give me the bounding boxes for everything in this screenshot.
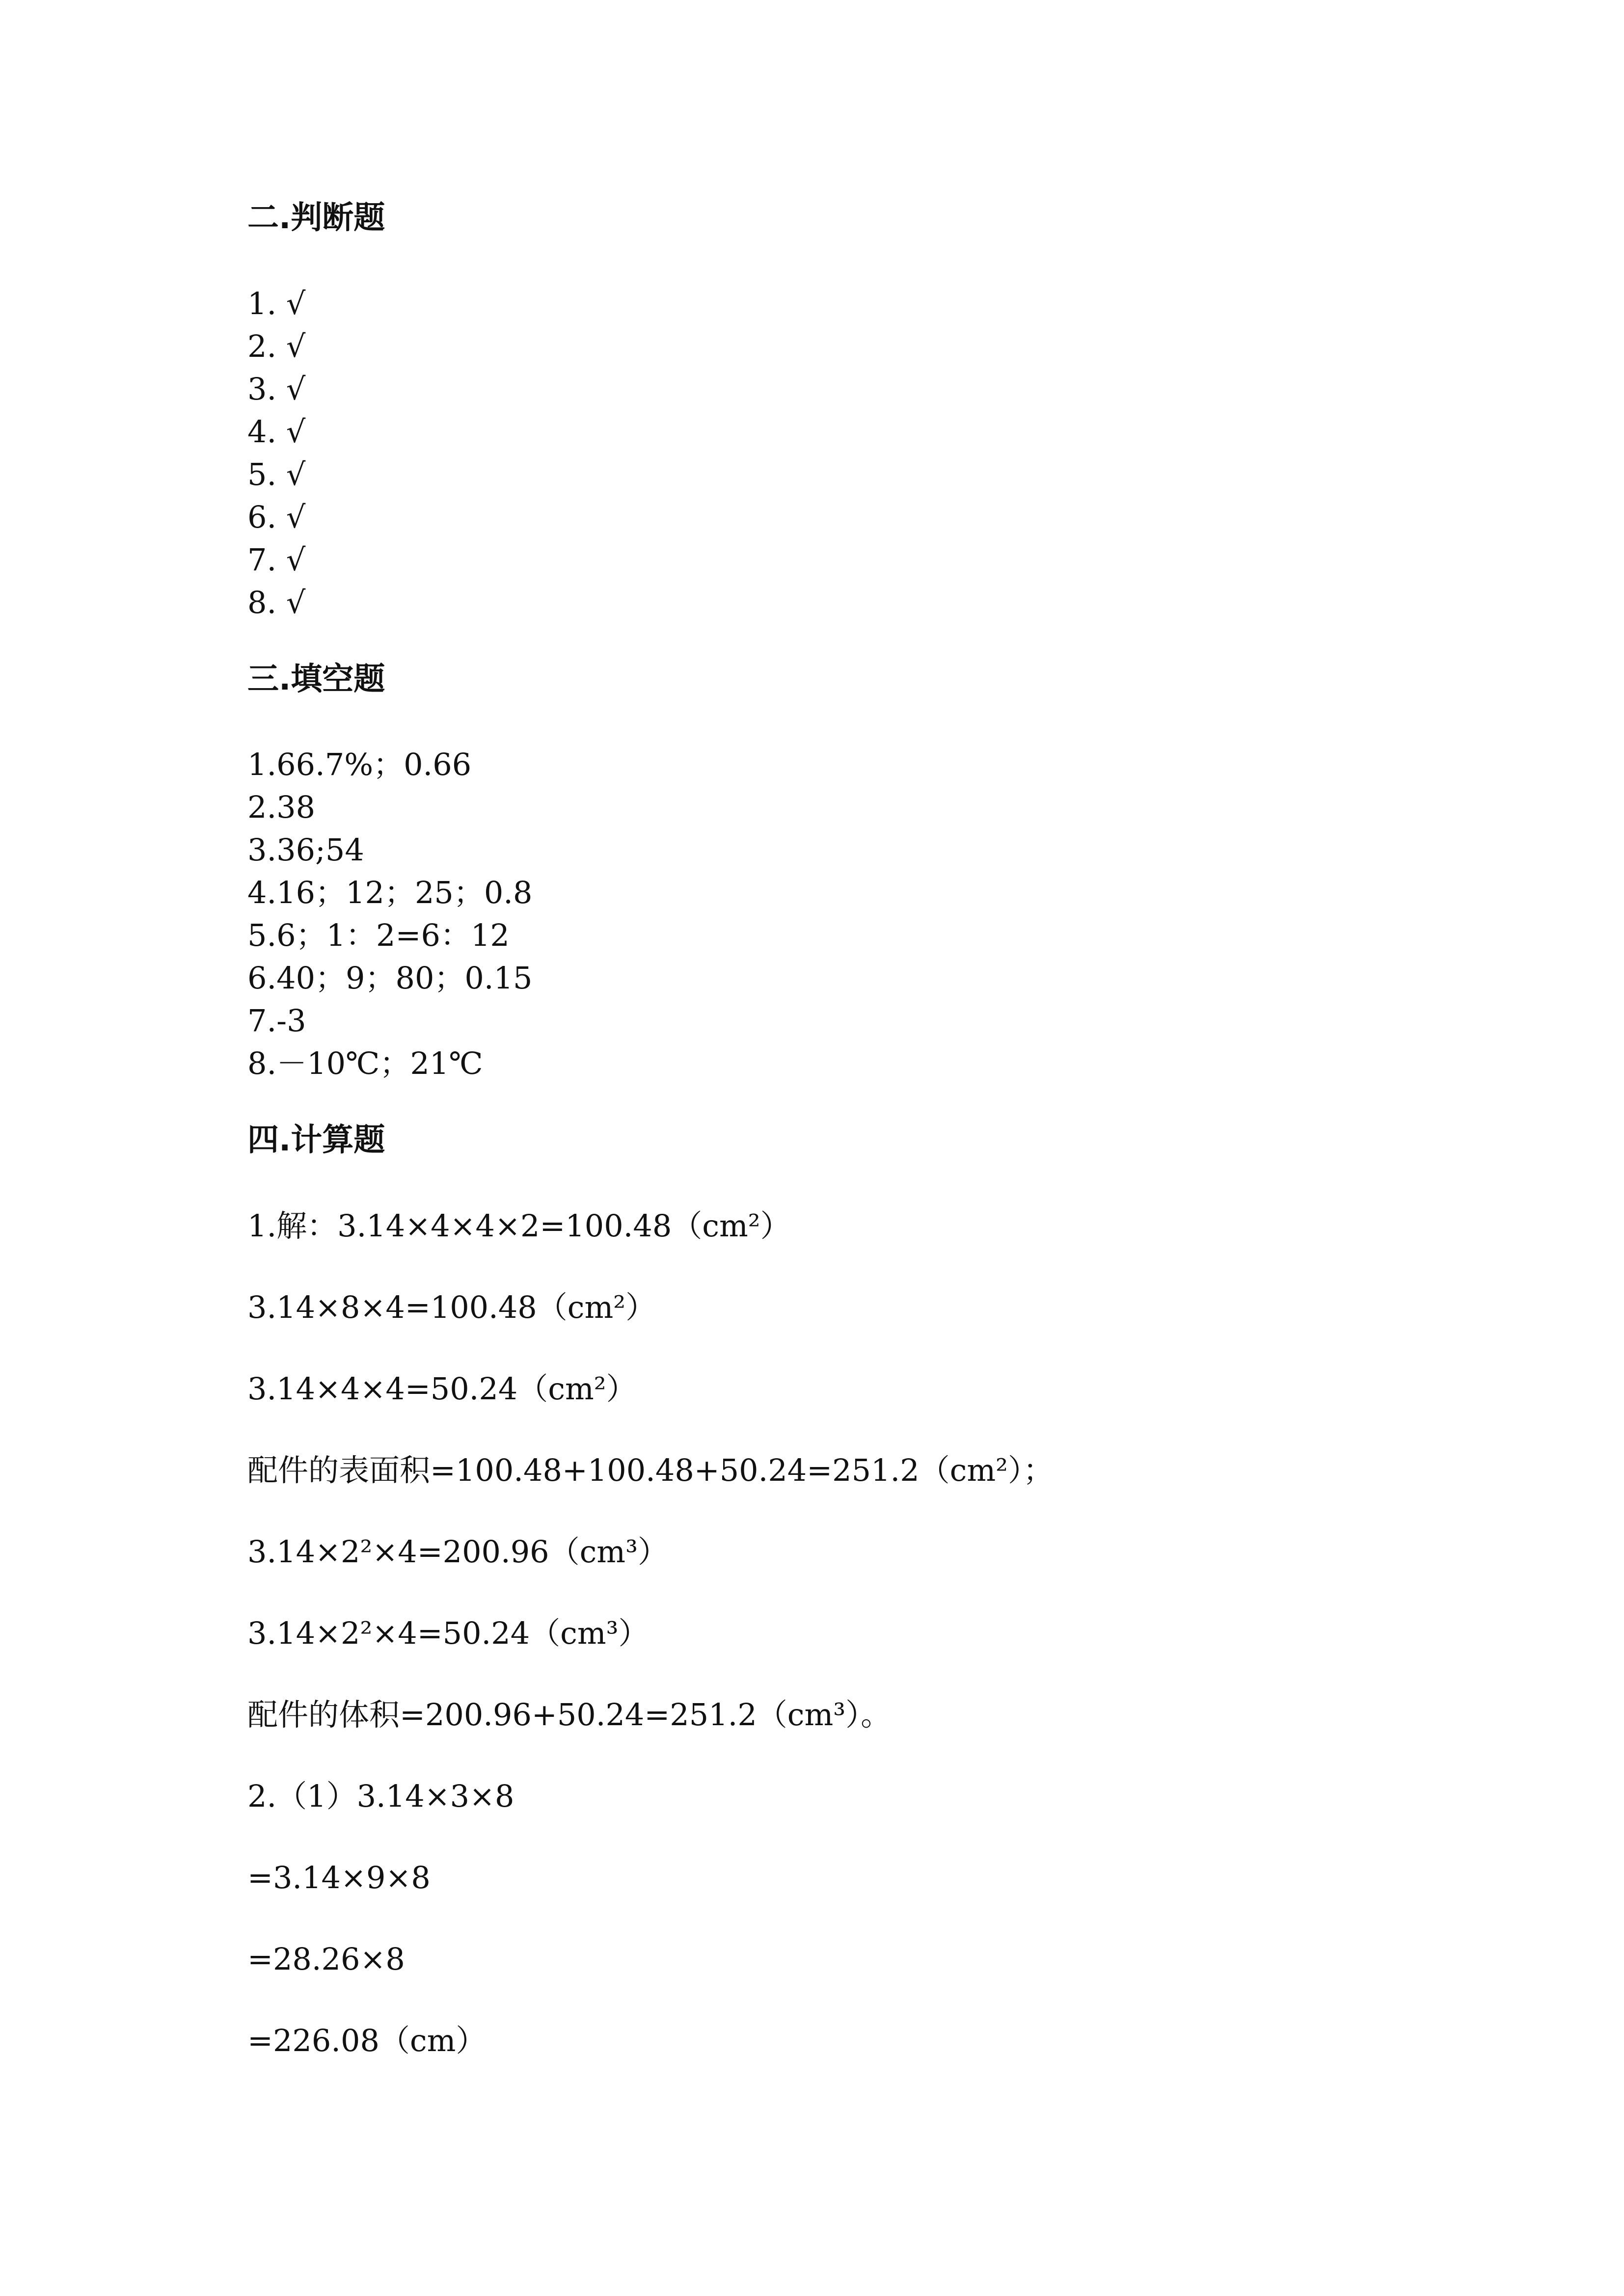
answer-line: 7.-3 <box>247 1003 306 1039</box>
answer-line: 6.40；9；80；0.15 <box>247 960 533 996</box>
answer-line: 1. √ <box>247 286 306 321</box>
answer-line: 3.36;54 <box>247 832 364 868</box>
solution-line: =226.08（cm） <box>247 2023 487 2058</box>
section-heading-judgment: 二.判断题 <box>247 200 385 236</box>
solution-line: 2.（1）3.14×3×8 <box>247 1778 514 1814</box>
solution-line: =28.26×8 <box>247 1941 405 1977</box>
solution-line: =3.14×9×8 <box>247 1860 431 1896</box>
solution-line: 3.14×4×4=50.24（cm²） <box>247 1371 637 1407</box>
solution-line: 3.14×8×4=100.48（cm²） <box>247 1289 656 1325</box>
solution-line: 3.14×2²×4=50.24（cm³） <box>247 1615 649 1651</box>
section-heading-calculation: 四.计算题 <box>247 1122 385 1158</box>
section-heading-fill-blank: 三.填空题 <box>247 661 385 697</box>
answer-line: 8.－10℃；21℃ <box>247 1045 483 1081</box>
answer-line: 5. √ <box>247 456 306 492</box>
answer-line: 4.16；12；25；0.8 <box>247 875 533 910</box>
answer-line: 5.6；1：2=6：12 <box>247 917 510 953</box>
answer-line: 1.66.7%；0.66 <box>247 747 472 782</box>
solution-line: 配件的表面积=100.48+100.48+50.24=251.2（cm²）； <box>247 1452 1054 1488</box>
answer-line: 8. √ <box>247 585 306 620</box>
answer-line: 2. √ <box>247 328 306 364</box>
answer-line: 7. √ <box>247 542 306 578</box>
answer-line: 3. √ <box>247 371 306 407</box>
solution-line: 3.14×2²×4=200.96（cm³） <box>247 1534 668 1570</box>
answer-line: 2.38 <box>247 789 316 825</box>
answer-line: 6. √ <box>247 499 306 535</box>
solution-line: 1.解：3.14×4×4×2=100.48（cm²） <box>247 1208 791 1244</box>
answer-line: 4. √ <box>247 414 306 450</box>
solution-line: 配件的体积=200.96+50.24=251.2（cm³）。 <box>247 1697 892 1733</box>
